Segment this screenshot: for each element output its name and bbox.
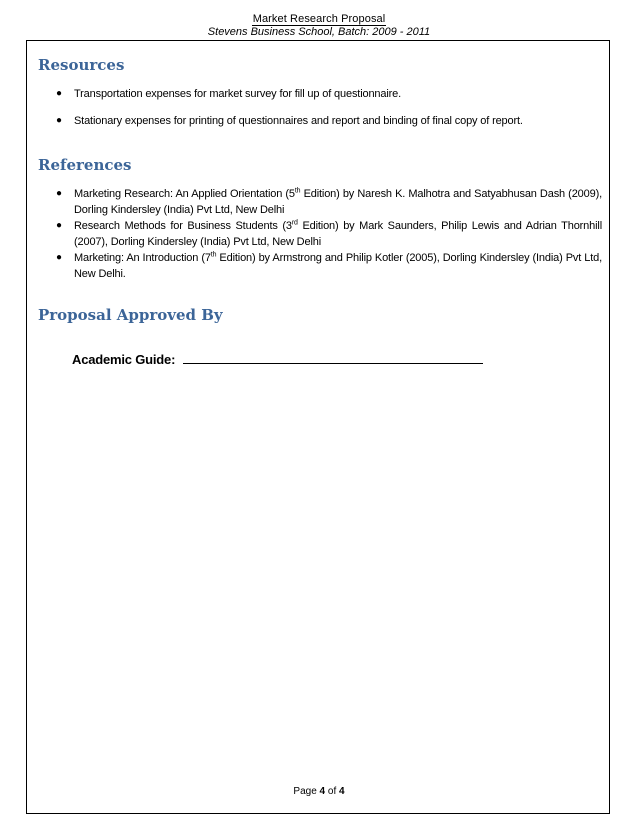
- resources-heading: Resources: [38, 56, 125, 74]
- bullet-icon: ●: [56, 220, 62, 231]
- page-footer: [0, 786, 638, 798]
- reference-text: Edition) by Mark Saunders, Philip Lewis and Adrian Thornhill (2007), Dorling Kindersley (India) Pvt Ltd, New Delhi: [74, 220, 602, 248]
- header-title: Market Research Proposal: [252, 13, 386, 25]
- header-subtitle: Stevens Business School, Batch: 2009 - 2011: [207, 26, 431, 38]
- list-item: [56, 186, 602, 218]
- approval-heading: Proposal Approved By: [38, 306, 223, 324]
- bullet-icon: ●: [56, 188, 62, 199]
- footer-page-current: 4: [319, 786, 326, 797]
- list-item: [56, 113, 602, 129]
- resource-text: Stationary expenses for printing of questionnaires and report and binding of final copy of report.: [74, 115, 523, 127]
- academic-guide-row: [72, 351, 483, 367]
- reference-text: Marketing: An Introduction (7: [74, 252, 211, 264]
- resources-list: [56, 86, 602, 129]
- signature-line: [183, 351, 483, 364]
- footer-page-word: Page: [293, 786, 317, 797]
- reference-text: Edition) by Naresh K. Malhotra and Satyabhusan Dash (2009), Dorling Kindersley (India) Pvt Ltd, New Delhi: [74, 188, 602, 216]
- bullet-icon: ●: [56, 88, 62, 99]
- reference-sup: th: [210, 251, 217, 259]
- reference-text: Marketing Research: An Applied Orientation (5: [74, 188, 295, 200]
- list-item: [56, 218, 602, 250]
- bullet-icon: ●: [56, 115, 62, 126]
- bullet-icon: ●: [56, 252, 62, 263]
- reference-text: Edition) by Armstrong and Philip Kotler (2005), Dorling Kindersley (India) Pvt Ltd, New Delhi.: [74, 252, 602, 280]
- reference-text: Research Methods for Business Students (3: [74, 220, 292, 232]
- list-item: [56, 86, 602, 102]
- footer-of-word: of: [327, 786, 337, 797]
- academic-guide-label: Academic Guide:: [72, 352, 176, 367]
- footer-page-total: 4: [339, 786, 345, 797]
- resource-text: Transportation expenses for market survey for fill up of questionnaire.: [74, 88, 402, 100]
- references-list: [56, 186, 602, 282]
- reference-sup: th: [294, 187, 301, 195]
- list-item: [56, 250, 602, 282]
- reference-sup: rd: [291, 219, 298, 227]
- references-heading: References: [38, 156, 132, 174]
